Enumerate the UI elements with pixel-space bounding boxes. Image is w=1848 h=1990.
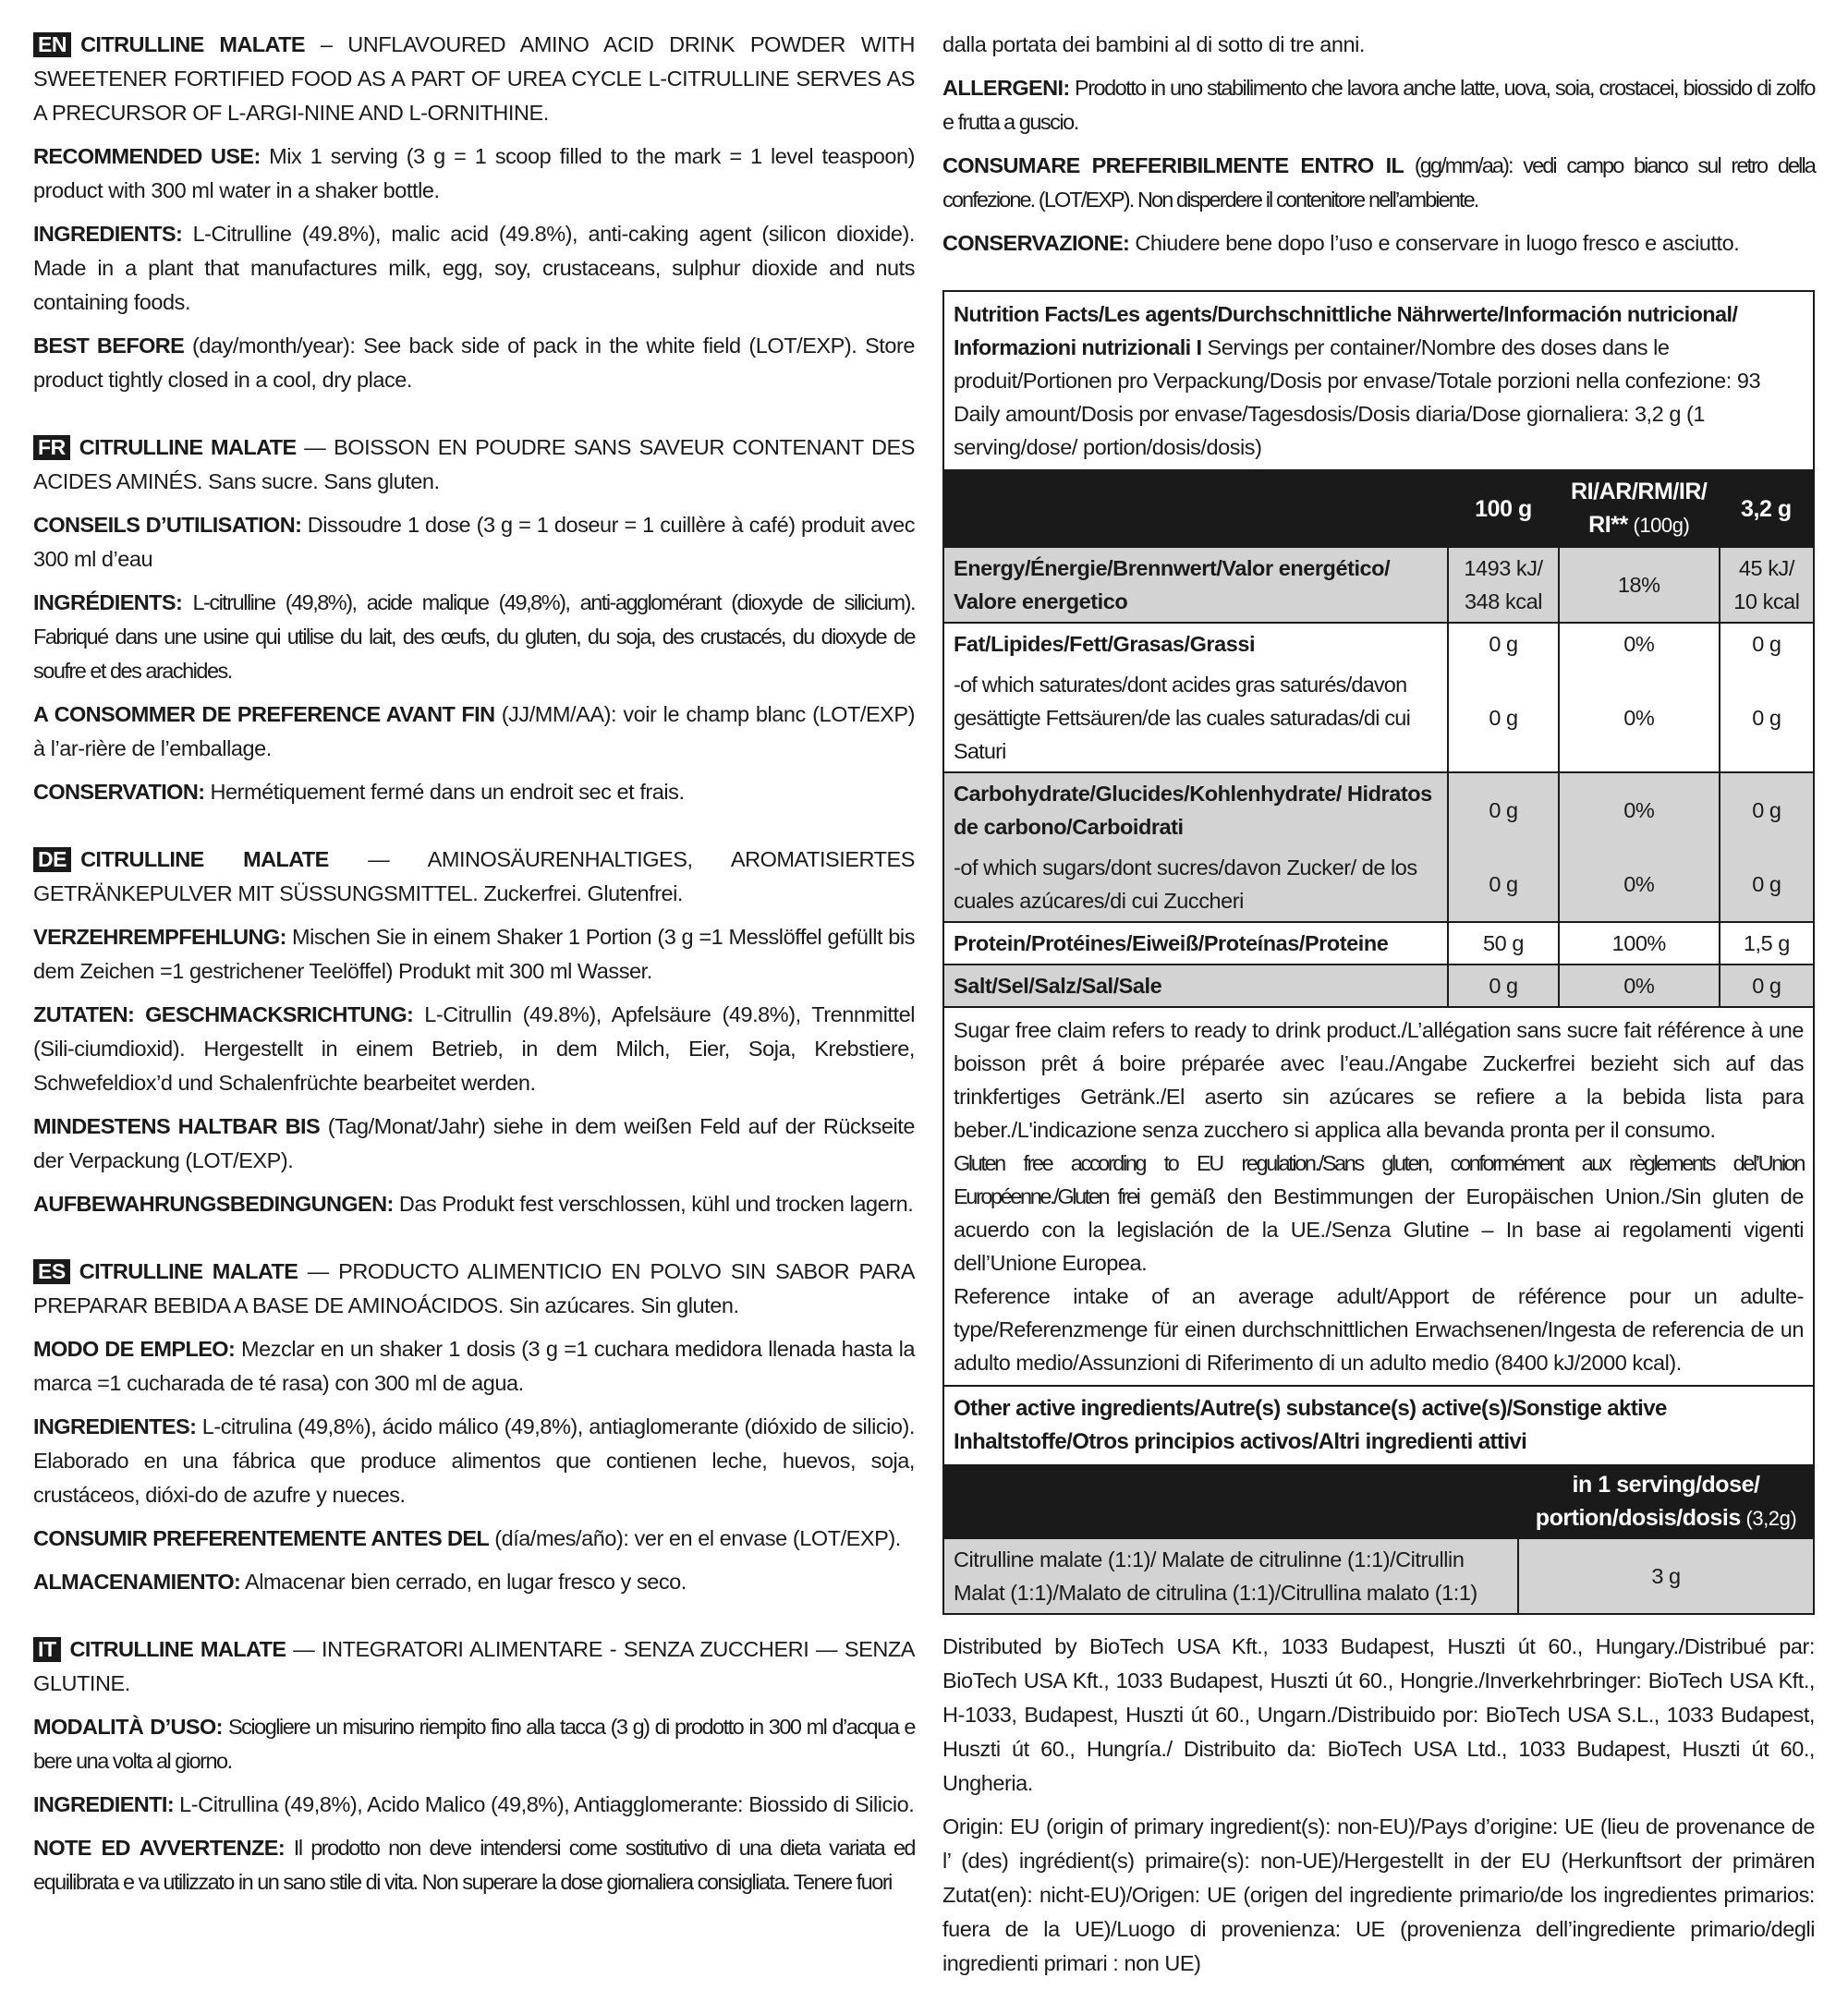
it-desc: — INTEGRATORI ALIMENTARE - SENZA ZUCCHERI — SENZA GLUTINE. bbox=[33, 1637, 915, 1695]
section-es bbox=[33, 1255, 915, 1599]
origin-statement: Origin: EU (origin of primary ingredient(s): non-EU)/Pays d’origine: UE (lieu de provenance de l’ (des) ingrédient(s) primaire(s): non-UE)/Hergestellt in der EU (Herkunftsort der primären Zutat(en): nicht-EU)/Origen: UE (origen del ingrediente primario/de los ingredientes primarios: fuera de la UE)/Luogo di provenienza: UE (provenienza dell’ingrediente primario/degli ingredienti primari : non UE) bbox=[942, 1814, 1815, 1975]
table-row bbox=[944, 772, 1813, 847]
row-label-protein: Protein/Protéines/Eiweiß/Proteínas/Proteine bbox=[944, 922, 1448, 965]
nutrition-footnotes bbox=[944, 1006, 1813, 1385]
it-note-text: Il prodotto non deve intendersi come sostitutivo di una dieta variata ed equilibrata e va utilizzato in un sano stile di vita. Non superare la dose giornaliera consigliata. Tenere fuori bbox=[33, 1836, 915, 1894]
it-best-before bbox=[942, 149, 1815, 217]
saturates-ri: 0% bbox=[1559, 664, 1720, 772]
distribution-info bbox=[942, 1630, 1815, 1981]
reference-intake-note: Reference intake of an average adult/Apport de référence pour un adulte-type/Referenzmenge für einen durchschnittlichen Erwachsenen/Ingesta de referencia de un adulto medio/Assunzioni di Riferimento di un adulto medio (8400 kJ/2000 kcal). bbox=[954, 1284, 1804, 1375]
es-conservation bbox=[33, 1565, 915, 1599]
de-ingredients bbox=[33, 998, 915, 1100]
it-cons-text: Chiudere bene dopo l’uso e conservare in luogo fresco e asciutto. bbox=[1129, 231, 1740, 255]
table-row bbox=[944, 1539, 1813, 1613]
daily-amount: Daily amount/Dosis por envase/Tagesdosis/Dosis diaria/Dose giornaliera: 3,2 g (1 serving/dose/ portion/dosis/dosis) bbox=[954, 402, 1706, 459]
de-use-label: VERZEHREMPFEHLUNG: bbox=[33, 925, 286, 949]
saturates-100g: 0 g bbox=[1448, 664, 1558, 772]
it-use bbox=[33, 1710, 915, 1778]
de-best-label: MINDESTENS HALTBAR BIS bbox=[33, 1114, 321, 1138]
en-title-line bbox=[33, 28, 915, 130]
citrulline-malate-amount: 3 g bbox=[1518, 1539, 1813, 1613]
energy-100g: 1493 kJ/ 348 kcal bbox=[1448, 547, 1558, 623]
es-best-text: (día/mes/año): ver en el envase (LOT/EXP). bbox=[489, 1526, 901, 1550]
fr-use-label: CONSEILS D’UTILISATION: bbox=[33, 513, 302, 537]
de-best-before bbox=[33, 1110, 915, 1178]
fr-use-text: Dissoudre 1 dose (3 g = 1 doseur = 1 cuillère à café) produit avec 300 ml d’eau bbox=[33, 513, 915, 571]
fr-title: CITRULLINE MALATE bbox=[79, 435, 297, 459]
right-column bbox=[942, 28, 1815, 1990]
en-best-label: BEST BEFORE bbox=[33, 334, 185, 358]
es-use bbox=[33, 1332, 915, 1401]
sugars-100g: 0 g bbox=[1448, 847, 1558, 922]
nutrition-table bbox=[944, 471, 1813, 1006]
it-title-line bbox=[33, 1632, 915, 1701]
fr-ingredients bbox=[33, 586, 915, 688]
carbohydrate-ri: 0% bbox=[1559, 772, 1720, 847]
other-table-header bbox=[944, 1464, 1813, 1539]
nutrition-table-header bbox=[944, 471, 1813, 547]
es-use-text: Mezclar en un shaker 1 dosis (3 g =1 cuchara medidora llenada hasta la marca =1 cucharada de té rasa) con 300 ml de agua. bbox=[33, 1337, 915, 1395]
de-cons-text: Das Produkt fest verschlossen, kühl und trocken lagern. bbox=[393, 1192, 914, 1216]
fr-title-line bbox=[33, 431, 915, 499]
table-row bbox=[944, 664, 1813, 772]
citrulline-malate-label: Citrulline malate (1:1)/ Malate de citrulinne (1:1)/Citrullin Malat (1:1)/Malato de citrulina (1:1)/Citrullina malato (1:1) bbox=[944, 1539, 1518, 1613]
es-ingredients bbox=[33, 1410, 915, 1512]
lang-tag-de: DE bbox=[33, 847, 71, 872]
section-fr bbox=[33, 431, 915, 809]
de-desc: — AMINOSÄURENHALTIGES, AROMATISIERTES GETRÄNKEPULVER MIT SÜSSUNGSMITTEL. Zuckerfrei. Glutenfrei. bbox=[33, 847, 915, 905]
en-ing-text: L-Citrulline (49.8%), malic acid (49.8%), anti-caking agent (silicon dioxide). Made in a plant that manufactures milk, egg, soy, crustaceans, sulphur dioxide and nuts containing foods. bbox=[33, 222, 915, 314]
de-title: CITRULLINE MALATE bbox=[80, 847, 329, 871]
row-label-sugars: -of which sugars/dont sucres/davon Zucker/ de los cuales azúcares/di cui Zuccheri bbox=[944, 847, 1448, 922]
es-best-label: CONSUMIR PREFERENTEMENTE ANTES DEL bbox=[33, 1526, 490, 1550]
header-ri bbox=[1559, 471, 1720, 547]
table-row bbox=[944, 922, 1813, 965]
fr-use bbox=[33, 508, 915, 576]
salt-100g: 0 g bbox=[1448, 965, 1558, 1006]
de-best-text: (Tag/Monat/Jahr) siehe in dem weißen Feld auf der Rückseite der Verpackung (LOT/EXP). bbox=[33, 1114, 915, 1172]
header-serving: 3,2 g bbox=[1720, 471, 1813, 547]
it-conservation bbox=[942, 226, 1815, 261]
en-title: CITRULLINE MALATE bbox=[80, 32, 305, 56]
salt-serving: 0 g bbox=[1720, 965, 1813, 1006]
en-use-label: RECOMMENDED USE: bbox=[33, 144, 261, 168]
section-en bbox=[33, 28, 915, 397]
fr-ing-text: L-citrulline (49,8%), acide malique (49,8%), anti-agglomérant (dioxyde de silicium). Fabriqué dans une usine qui utilise du lait, des œufs, du gluten, du soja, des crustacés, du dioxyde de soufre et des arachides. bbox=[33, 590, 915, 683]
table-row bbox=[944, 547, 1813, 623]
de-cons-label: AUFBEWAHRUNGSBEDINGUNGEN: bbox=[33, 1192, 394, 1216]
row-label-carbohydrate: Carbohydrate/Glucides/Kohlenhydrate/ Hidratos de carbono/Carboidrati bbox=[944, 772, 1448, 847]
it-cons-label: CONSERVAZIONE: bbox=[942, 231, 1130, 255]
other-header-serving bbox=[1518, 1464, 1813, 1539]
other-ingredients-table bbox=[944, 1464, 1813, 1613]
it-ingredients bbox=[33, 1788, 915, 1822]
salt-ri: 0% bbox=[1559, 965, 1720, 1006]
fr-best-text: (JJ/MM/AA): voir le champ blanc (LOT/EXP) à l’ar-rière de l’emballage. bbox=[33, 702, 915, 760]
protein-serving: 1,5 g bbox=[1720, 922, 1813, 965]
protein-ri: 100% bbox=[1559, 922, 1720, 965]
es-best-before bbox=[33, 1522, 915, 1556]
it-allerg-label: ALLERGENI: bbox=[942, 76, 1070, 100]
fat-serving: 0 g bbox=[1720, 623, 1813, 664]
sugars-serving: 0 g bbox=[1720, 847, 1813, 922]
row-label-energy: Energy/Énergie/Brennwert/Valor energético/ Valore energetico bbox=[944, 547, 1448, 623]
it-best-text: (gg/mm/aa): vedi campo bianco sul retro della confezione. (LOT/EXP). Non disperdere il contenitore nell’ambiente. bbox=[942, 153, 1815, 212]
fr-best-before bbox=[33, 698, 915, 766]
row-label-saturates: -of which saturates/dont acides gras saturés/davon gesättigte Fettsäuren/de las cuales saturadas/di cui Saturi bbox=[944, 664, 1448, 772]
section-de bbox=[33, 843, 915, 1221]
es-title-line bbox=[33, 1255, 915, 1323]
header-ri-unit: (100g) bbox=[1627, 514, 1690, 537]
de-ing-text: L-Citrullin (49.8%), Apfelsäure (49.8%), Trennmittel (Sili-ciumdioxid). Hergestellt in einem Betrieb, in dem Milch, Eier, Soja, Krebstiere, Schwefeldiox’d und Schalenfrüchte bearbeitet werden. bbox=[33, 1002, 915, 1095]
fat-ri: 0% bbox=[1559, 623, 1720, 664]
es-title: CITRULLINE MALATE bbox=[79, 1259, 298, 1283]
energy-ri: 18% bbox=[1559, 547, 1720, 623]
fr-conservation bbox=[33, 775, 915, 809]
header-blank bbox=[944, 471, 1448, 547]
en-desc: – UNFLAVOURED AMINO ACID DRINK POWDER WITH SWEETENER FORTIFIED FOOD AS A PART OF UREA CYCLE L-CITRULLINE SERVES AS A PRECURSOR OF L-ARGI-NINE AND L-ORNITHINE. bbox=[33, 32, 915, 125]
row-label-salt: Salt/Sel/Salz/Sal/Sale bbox=[944, 965, 1448, 1006]
it-use-label: MODALITÀ D’USO: bbox=[33, 1715, 223, 1739]
row-label-fat: Fat/Lipides/Fett/Grasas/Grassi bbox=[944, 623, 1448, 664]
carbohydrate-100g: 0 g bbox=[1448, 772, 1558, 847]
distributed-by: Distributed by BioTech USA Kft., 1033 Budapest, Huszti út 60., Hungary./Distribué par: BioTech USA Kft., 1033 Budapest, Huszti út 60., Hongrie./Inverkehrbringer: BioTech USA Kft., H-1033, Budapest, Huszti út 60., Ungarn./Distribuido por: BioTech USA S.L., 1033 Budapest, Huszti út 60., Hungría./ Distribuito da: BioTech USA Ltd., 1033 Budapest, Huszti út 60., Ungheria. bbox=[942, 1634, 1815, 1795]
saturates-serving: 0 g bbox=[1720, 664, 1813, 772]
fr-cons-label: CONSERVATION: bbox=[33, 780, 205, 804]
sugar-free-note: Sugar free claim refers to ready to drink product./L’allégation sans sucre fait référence à une boisson prêt á boire préparée avec l’eau./Angabe Zuckerfrei bezieht sich auf das trinkfertiges Getränk./El aserto sin azúcares se refiere a la bebida lista para beber./L'indicazione senza zucchero si applica alla bevanda pronta per il consumo. bbox=[954, 1018, 1804, 1142]
fr-ing-label: INGRÉDIENTS: bbox=[33, 590, 183, 614]
other-header-blank bbox=[944, 1464, 1518, 1539]
servings-per-container: Servings per container/Nombre des doses dans le produit/Portionen pro Verpackung/Dosis por envase/Totale porzioni nella confezione: 93 bbox=[954, 335, 1761, 393]
energy-serving: 45 kJ/ 10 kcal bbox=[1720, 547, 1813, 623]
it-use-text: Sciogliere un misurino riempito fino alla tacca (3 g) di prodotto in 300 ml d’acqua e bere una volta al giorno. bbox=[33, 1715, 915, 1773]
other-header-unit: (3,2g) bbox=[1740, 1507, 1797, 1530]
nutrition-title: Nutrition Facts/Les agents/Durchschnittliche Nährwerte/Información nutricional/ Informazioni nutrizionali I bbox=[954, 302, 1738, 359]
gluten-free-note-end: gemäß den Bestimmungen der Europäischen Union./Sin gluten de acuerdo con la legislación de la UE./Senza Glutine – In base ai regolamenti vigenti dell’Unione Europea. bbox=[954, 1184, 1804, 1275]
header-ri-label: RI/AR/RM/IR/ RI** bbox=[1571, 479, 1708, 538]
fat-100g: 0 g bbox=[1448, 623, 1558, 664]
es-ing-label: INGREDIENTES: bbox=[33, 1414, 197, 1438]
table-row bbox=[944, 847, 1813, 922]
it-title: CITRULLINE MALATE bbox=[69, 1637, 286, 1661]
other-header-label: in 1 serving/dose/ portion/dosis/dosis bbox=[1535, 1472, 1760, 1531]
it-notes-continued: dalla portata dei bambini al di sotto di tre anni. bbox=[942, 32, 1365, 56]
gluten-free-note-start: Gluten free according to EU regulation./Sans gluten, conformément aux règlements del’Union Européenne./Gluten frei bbox=[954, 1151, 1804, 1208]
es-cons-text: Almacenar bien cerrado, en lugar fresco y seco. bbox=[240, 1570, 687, 1594]
en-ingredients bbox=[33, 217, 915, 320]
de-use bbox=[33, 920, 915, 989]
it-best-label: CONSUMARE PREFERIBILMENTE ENTRO IL bbox=[942, 153, 1404, 177]
es-ing-text: L-citrulina (49,8%), ácido málico (49,8%), antiaglomerante (dióxido de silicio). Elaborado en una fábrica que produce alimentos que contienen leche, huevos, soja, crustáceos, dióxi-do de azufre y nueces. bbox=[33, 1414, 915, 1507]
es-use-label: MODO DE EMPLEO: bbox=[33, 1337, 236, 1361]
en-best-text: (day/month/year): See back side of pack in the white field (LOT/EXP). Store product tightly closed in a cool, dry place. bbox=[33, 334, 916, 392]
es-cons-label: ALMACENAMIENTO: bbox=[33, 1570, 241, 1594]
protein-100g: 50 g bbox=[1448, 922, 1558, 965]
es-desc: — PRODUCTO ALIMENTICIO EN POLVO SIN SABOR PARA PREPARAR BEBIDA A BASE DE AMINOÁCIDOS. Sin azúcares. Sin gluten. bbox=[33, 1259, 915, 1317]
other-ingredients-header: Other active ingredients/Autre(s) substance(s) active(s)/Sonstige aktive Inhaltstoffe/Otros principios activos/Altri ingredienti attivi bbox=[944, 1385, 1813, 1464]
it-note-label: NOTE ED AVVERTENZE: bbox=[33, 1836, 286, 1860]
header-100g: 100 g bbox=[1448, 471, 1558, 547]
table-row bbox=[944, 623, 1813, 664]
lang-tag-fr: FR bbox=[33, 435, 70, 460]
de-title-line bbox=[33, 843, 915, 911]
carbohydrate-serving: 0 g bbox=[1720, 772, 1813, 847]
sugars-ri: 0% bbox=[1559, 847, 1720, 922]
en-best-before bbox=[33, 329, 915, 397]
de-conservation bbox=[33, 1187, 915, 1221]
nutrition-header bbox=[944, 292, 1813, 471]
fr-best-label: A CONSOMMER DE PREFERENCE AVANT FIN bbox=[33, 702, 495, 726]
it-allergens bbox=[942, 71, 1815, 140]
it-ing-text: L-Citrullina (49,8%), Acido Malico (49,8%), Antiagglomerante: Biossido di Silicio. bbox=[174, 1792, 915, 1816]
table-row bbox=[944, 965, 1813, 1006]
it-ing-label: INGREDIENTI: bbox=[33, 1792, 175, 1816]
de-ing-label: ZUTATEN: GESCHMACKSRICHTUNG: bbox=[33, 1002, 414, 1026]
de-use-text: Mischen Sie in einem Shaker 1 Portion (3 g =1 Messlöffel gefüllt bis dem Zeichen =1 gestrichener Teelöffel) Produkt mit 300 ml Wasser. bbox=[33, 925, 915, 983]
left-column bbox=[33, 28, 915, 1933]
it-allerg-text: Prodotto in uno stabilimento che lavora anche latte, uova, soia, crostacei, biossido di zolfo e frutta a guscio. bbox=[942, 76, 1815, 134]
en-ing-label: INGREDIENTS: bbox=[33, 222, 183, 246]
en-use-text: Mix 1 serving (3 g = 1 scoop filled to the mark = 1 level teaspoon) product with 300 ml water in a shaker bottle. bbox=[33, 144, 915, 202]
lang-tag-it: IT bbox=[33, 1637, 61, 1662]
section-it bbox=[33, 1632, 915, 1899]
it-notes bbox=[33, 1831, 915, 1899]
fr-cons-text: Hermétiquement fermé dans un endroit sec et frais. bbox=[204, 780, 685, 804]
lang-tag-en: EN bbox=[33, 32, 71, 57]
lang-tag-es: ES bbox=[33, 1259, 70, 1284]
fr-desc: — BOISSON EN POUDRE SANS SAVEUR CONTENANT DES ACIDES AMINÉS. Sans sucre. Sans gluten. bbox=[33, 435, 915, 493]
nutrition-facts-box bbox=[942, 290, 1815, 1615]
en-use bbox=[33, 140, 915, 208]
